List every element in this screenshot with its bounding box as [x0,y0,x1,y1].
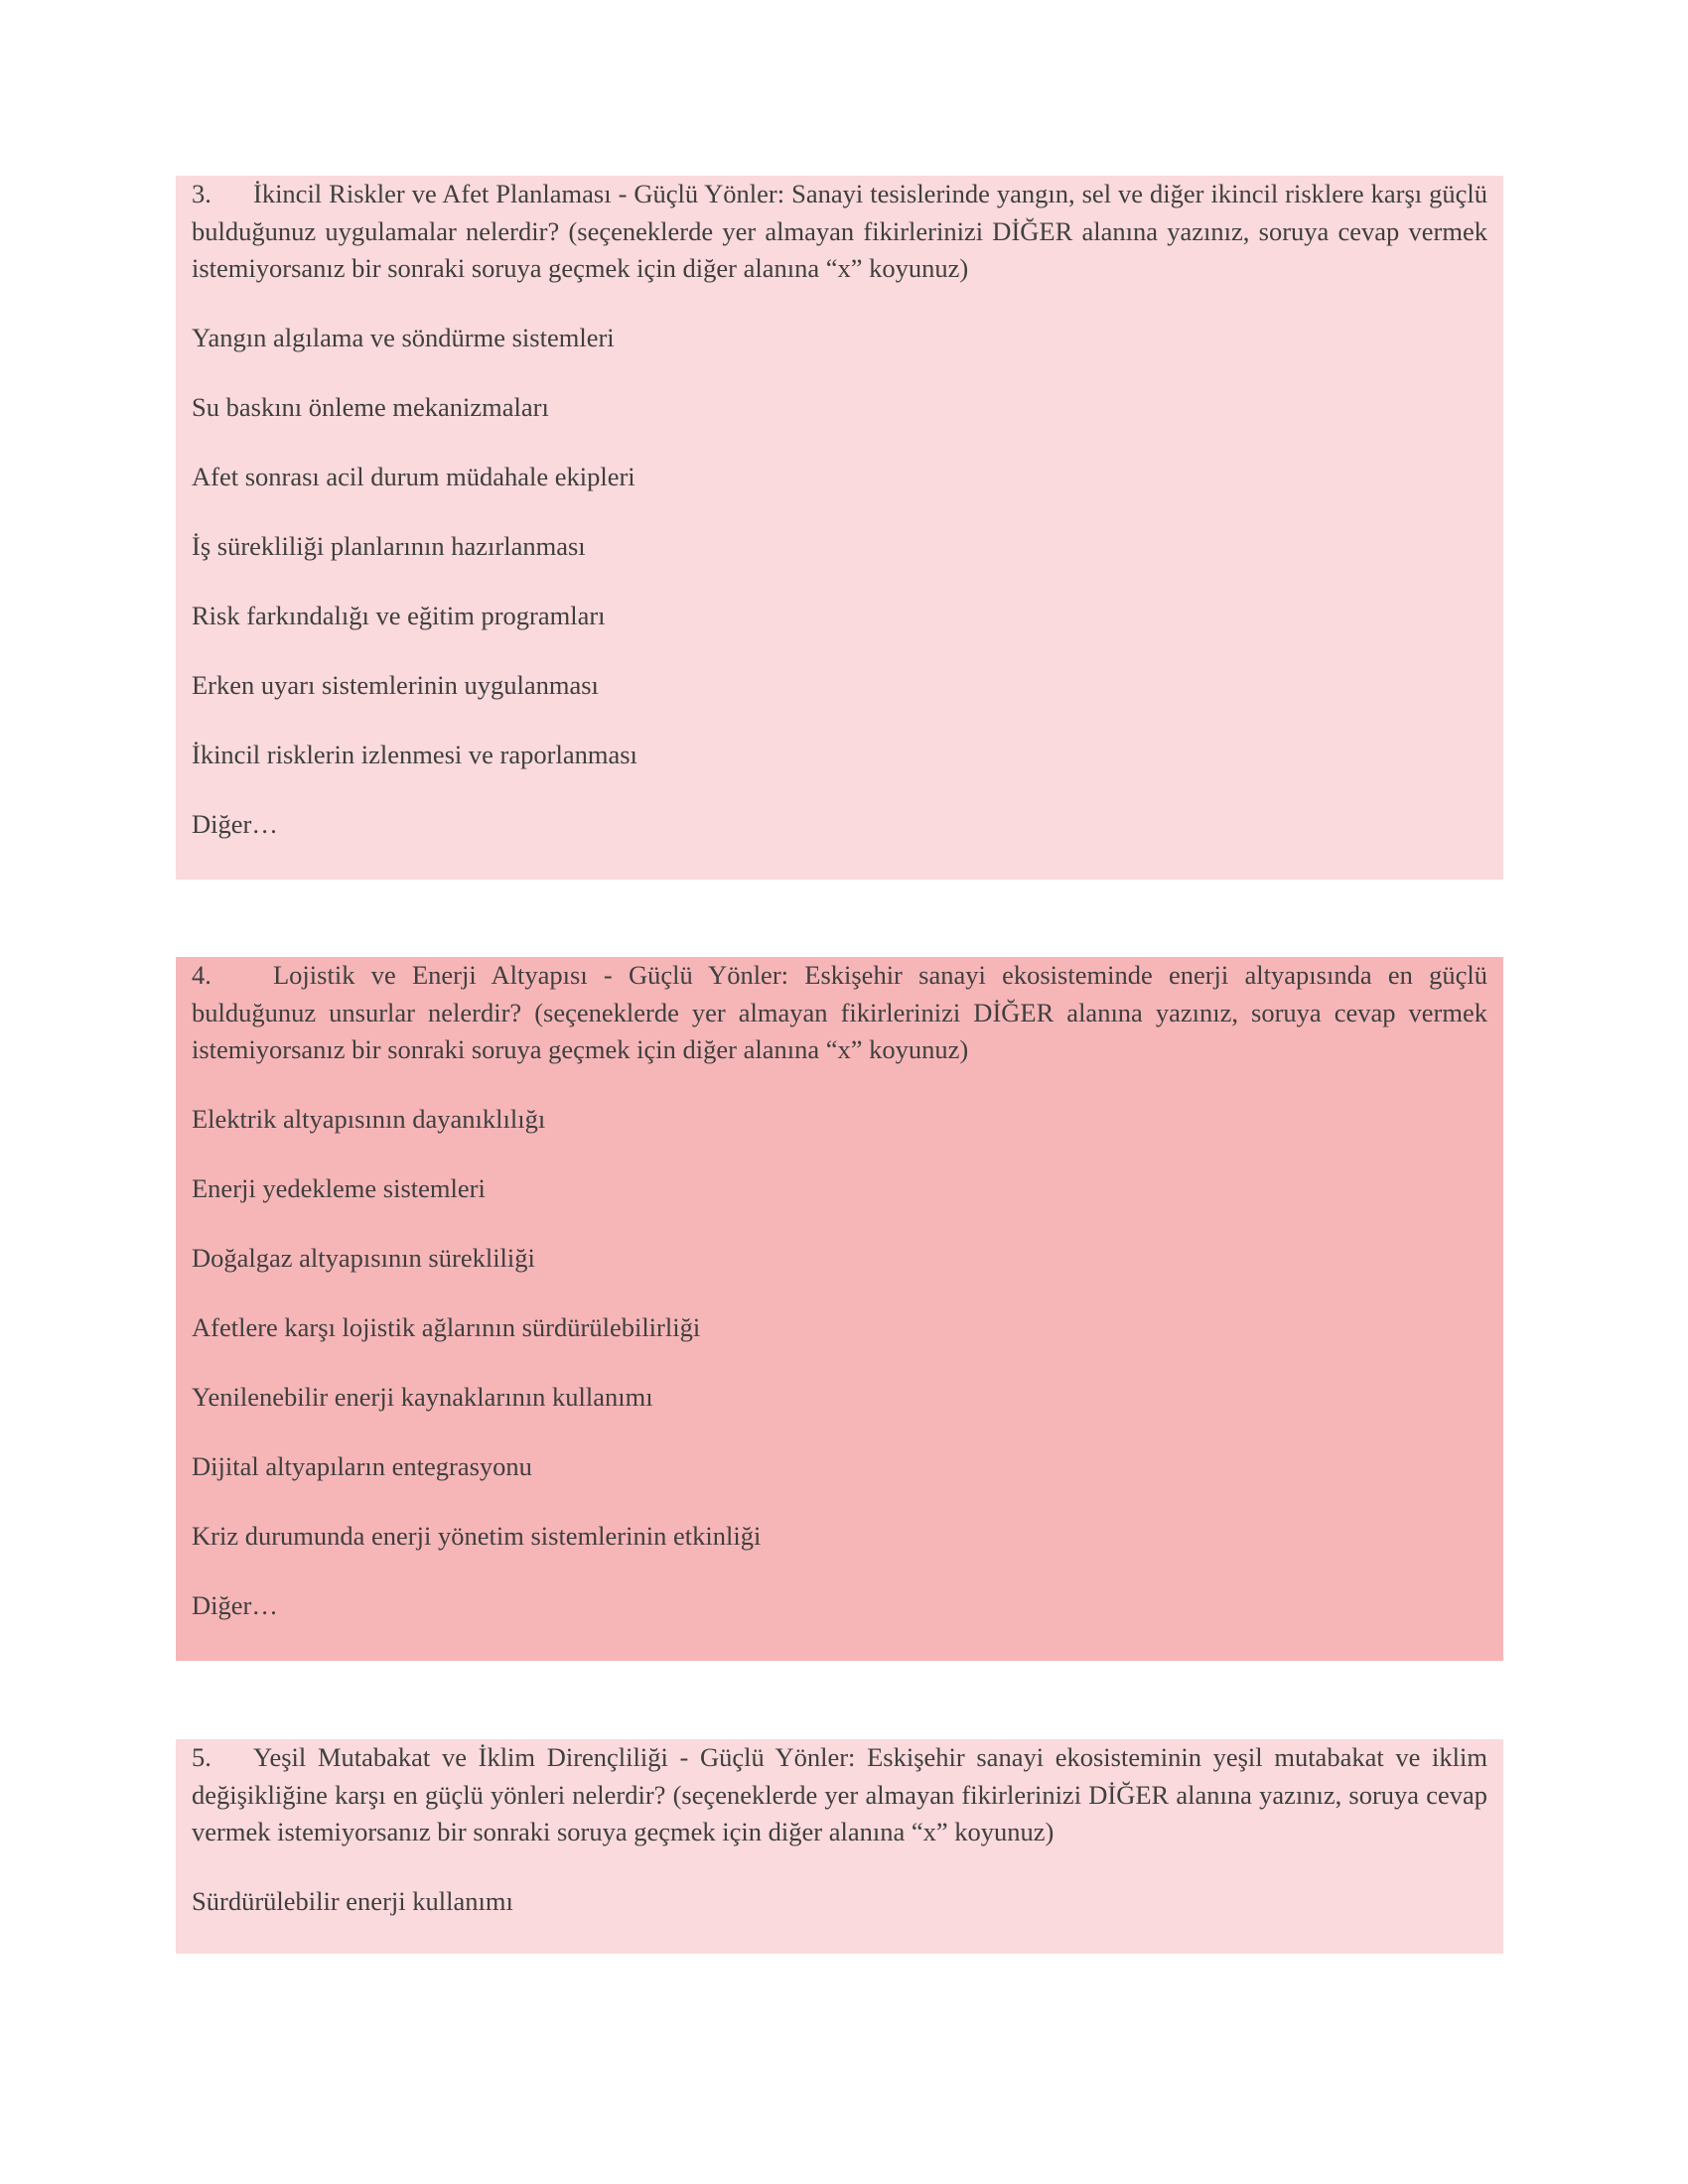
option-item[interactable]: İkincil risklerin izlenmesi ve raporlanması [192,740,637,769]
question-block-3 [176,176,1503,880]
option-item[interactable]: Afet sonrası acil durum müdahale ekipleri [192,462,635,491]
question-block-4 [176,957,1503,1661]
option-item[interactable]: Risk farkındalığı ve eğitim programları [192,601,606,630]
option-other[interactable]: Diğer… [192,809,278,839]
question-block-5 [176,1739,1503,1954]
question-prompt: Yeşil Mutabakat ve İklim Dirençliliği - Güçlü Yönler: Eskişehir sanayi ekosisteminin yeşil mutabakat ve iklim değişikliğine karşı en güçlü yönleri nelerdir? (seçeneklerde yer almayan fikirlerinizi DİĞER alanına yazınız, soruya cevap vermek istemiyorsanız bir sonraki soruya geçmek için diğer alanına “x” koyunuz) [192,1742,1487,1846]
question-number: 5. [192,1742,211,1772]
question-prompt: Lojistik ve Enerji Altyapısı - Güçlü Yönler: Eskişehir sanayi ekosisteminde enerji altyapısında en güçlü bulduğunuz unsurlar nelerdir? (seçeneklerde yer almayan fikirlerinizi DİĞER alanına yazınız, soruya cevap vermek istemiyorsanız bir sonraki soruya geçmek için diğer alanına “x” koyunuz) [192,960,1487,1064]
question-number: 4. [192,960,211,990]
option-other[interactable]: Diğer… [192,1590,278,1620]
question-prompt: İkincil Riskler ve Afet Planlaması - Güçlü Yönler: Sanayi tesislerinde yangın, sel ve diğer ikincil risklere karşı güçlü bulduğunuz uygulamalar nelerdir? (seçeneklerde yer almayan fikirlerinizi DİĞER alanına yazınız, soruya cevap vermek istemiyorsanız bir sonraki soruya geçmek için diğer alanına “x” koyunuz) [192,179,1487,283]
option-item[interactable]: Sürdürülebilir enerji kullanımı [192,1886,513,1916]
question-number: 3. [192,179,211,208]
option-list [192,1883,1487,1921]
option-item[interactable]: Enerji yedekleme sistemleri [192,1173,486,1203]
option-item[interactable]: Dijital altyapıların entegrasyonu [192,1451,532,1481]
option-item[interactable]: Kriz durumunda enerji yönetim sistemlerinin etkinliği [192,1521,762,1551]
option-item[interactable]: Yangın algılama ve söndürme sistemleri [192,323,615,352]
option-item[interactable]: Su baskını önleme mekanizmaları [192,392,549,422]
question-text [192,1739,1487,1851]
question-text [192,957,1487,1069]
option-item[interactable]: Afetlere karşı lojistik ağlarının sürdürülebilirliği [192,1312,701,1342]
option-item[interactable]: Doğalgaz altyapısının sürekliliği [192,1243,535,1273]
option-item[interactable]: Yenilenebilir enerji kaynaklarının kullanımı [192,1382,653,1412]
question-text [192,176,1487,288]
option-item[interactable]: İş sürekliliği planlarının hazırlanması [192,531,586,561]
option-item[interactable]: Erken uyarı sistemlerinin uygulanması [192,670,599,700]
option-item[interactable]: Elektrik altyapısının dayanıklılığı [192,1104,546,1134]
option-list [192,320,1487,844]
option-list [192,1101,1487,1625]
